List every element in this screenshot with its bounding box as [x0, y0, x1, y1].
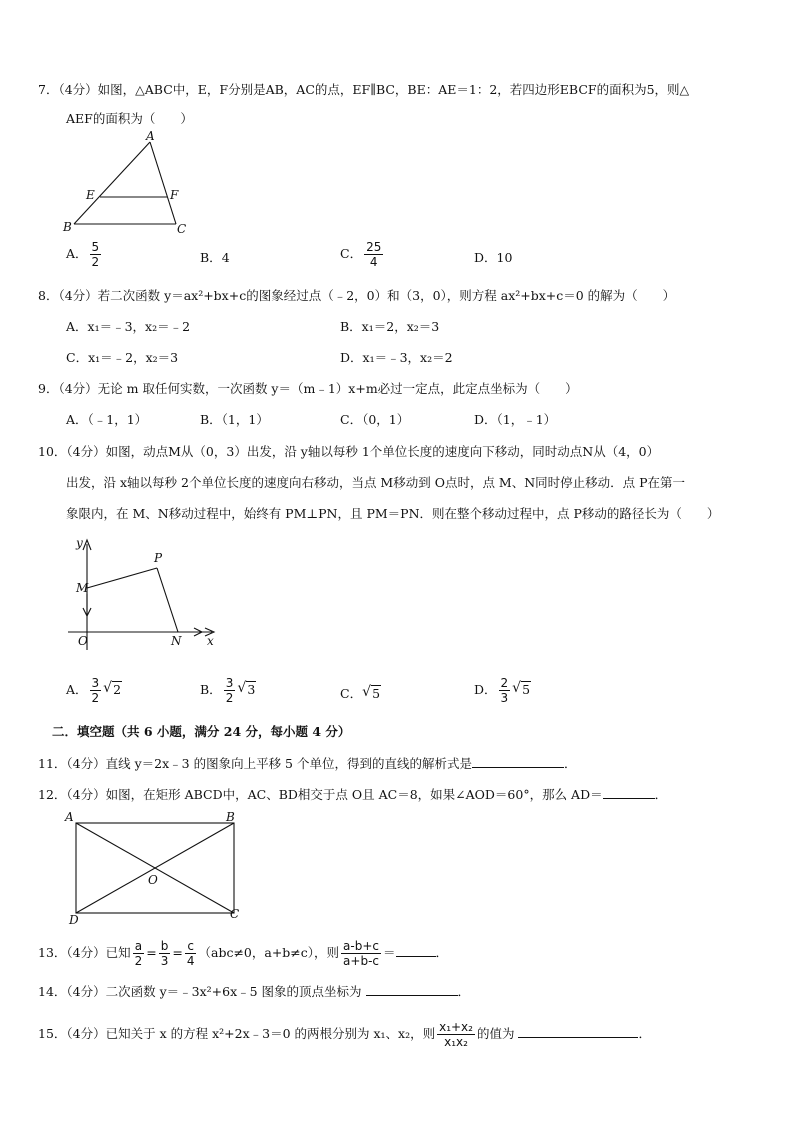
fraction-denominator: 2 [91, 691, 100, 705]
q7-option-b-value: 4 [221, 250, 230, 265]
q15-end: ． [638, 1026, 651, 1041]
q10-option-c[interactable] [340, 684, 381, 702]
q10-stem-line3: 象限内，在 M、N移动过程中，始终有 PM⊥PN，且 PM＝PN．则在整个移动过程中，点 P移动的路径长为（ ） [66, 506, 720, 521]
q10-coordinate-figure [62, 532, 232, 657]
q10-option-a-fraction [90, 676, 102, 705]
q13-end: ． [435, 945, 449, 960]
fraction-numerator: 25 [366, 240, 382, 254]
q10-option-b[interactable] [200, 676, 256, 705]
q9-option-c[interactable]: C．（0，1） [340, 412, 410, 427]
q15-prefix: 15．（4分）已知关于 x 的方程 x²+2x﹣3＝0 的两根分别为 x₁、x₂，则 [38, 1026, 436, 1041]
q10-option-a-label: A． [66, 682, 88, 697]
q7-label-a: A [146, 130, 155, 143]
q15-suffix: 的值为 [476, 1026, 515, 1041]
q7-triangle-figure [58, 130, 198, 240]
q7-option-c-label: C． [340, 246, 363, 261]
q13-target-fraction [341, 939, 381, 968]
q7-stem-line1: 7．（4分）如图，△ABC中，E，F分别是AB，AC的点，EF∥BC，BE：AE＝1：2，若四边形EBCF的面积为5，则△ [38, 82, 690, 97]
q10-label-n: N [171, 634, 182, 648]
q11-stem [38, 754, 577, 772]
section-2-title: 二．填空题（共 6 小题，满分 24 分，每小题 4 分） [52, 724, 351, 739]
q12-label-o: O [148, 873, 158, 887]
q7-label-e: E [86, 188, 95, 202]
q7-option-c-fraction [364, 240, 383, 269]
q11-answer-blank[interactable] [472, 767, 564, 768]
q10-segment-pn [157, 568, 178, 632]
q13-stem [38, 939, 448, 968]
q8-stem: 8．（4分）若二次函数 y＝ax²+bx+c的图象经过点（﹣2，0）和（3，0），则方程 ax²+bx+c＝0 的解为（ ） [38, 288, 676, 303]
q7-side-ac [150, 142, 176, 224]
q10-option-a[interactable] [66, 676, 122, 705]
fraction-denominator: 3 [500, 691, 509, 705]
q12-label-d: D [69, 913, 79, 927]
q13-equals-1: = [146, 945, 157, 960]
q10-option-b-label: B． [200, 682, 222, 697]
q11-end: ． [563, 756, 577, 771]
q10-option-b-radical [238, 682, 256, 697]
q12-rectangle-figure [60, 808, 250, 928]
radicand: 5 [522, 682, 531, 697]
q10-option-d-radical [513, 682, 531, 697]
q14-stem [38, 982, 470, 1000]
fraction-denominator: a+b-c [343, 954, 379, 968]
q7-label-f: F [170, 188, 179, 202]
fraction-numerator: 5 [91, 240, 100, 254]
q13-equals-3: ＝ [383, 945, 396, 960]
q7-option-b-label: B． [200, 250, 222, 265]
q8-option-c[interactable]: C．x₁＝﹣2，x₂＝3 [66, 350, 179, 365]
q12-label-b: B [226, 810, 235, 824]
fraction-numerator: a-b+c [343, 939, 379, 953]
q7-option-d[interactable] [474, 248, 512, 266]
fraction-denominator: 4 [369, 255, 378, 269]
q10-option-d[interactable] [474, 676, 531, 705]
q10-option-c-radical [363, 686, 381, 701]
q8-option-a[interactable]: A．x₁＝﹣3，x₂＝﹣2 [66, 319, 191, 334]
q7-label-c: C [177, 222, 187, 236]
fraction-denominator: 2 [134, 954, 143, 968]
q7-stem-line2: AEF的面积为（ ） [66, 111, 193, 126]
q10-stem-line2: 出发，沿 x轴以每秒 2个单位长度的速度向右移动，当点 M移动到 O点时，点 M、N同时停止移动．点 P在第一 [66, 475, 686, 490]
q7-option-c[interactable] [340, 240, 385, 269]
fraction-denominator: 2 [91, 255, 100, 269]
fraction-denominator: 4 [186, 954, 195, 968]
q13-prefix: 13．（4分）已知 [38, 945, 131, 960]
q8-option-d[interactable]: D．x₁＝﹣3，x₂＝2 [340, 350, 453, 365]
q8-option-b[interactable]: B．x₁＝2，x₂＝3 [340, 319, 440, 334]
q13-fraction-a-over-2 [133, 939, 145, 968]
q12-end: ． [654, 787, 668, 802]
q13-condition: （abc≠0，a+b≠c），则 [198, 945, 340, 960]
q7-option-a-label: A． [66, 246, 88, 261]
q9-option-b[interactable]: B．（1，1） [200, 412, 269, 427]
q10-stem-line1: 10．（4分）如图，动点M从（0，3）出发，沿 y轴以每秒 1个单位长度的速度向下移动，同时动点N从（4，0） [38, 444, 660, 459]
q7-option-a-fraction [90, 240, 102, 269]
fraction-numerator: c [187, 939, 194, 953]
q12-text: 12．（4分）如图，在矩形 ABCD中，AC、BD相交于点 O且 AC＝8，如果∠AOD＝60°，那么 AD＝ [38, 787, 603, 802]
radicand: 5 [372, 686, 381, 701]
q7-option-d-label: D． [474, 250, 497, 265]
q10-label-y: y [76, 536, 83, 550]
q10-option-c-label: C． [340, 686, 363, 701]
q7-side-ab [74, 142, 150, 224]
q10-option-d-label: D． [474, 682, 497, 697]
q9-option-a[interactable]: A．（﹣1，1） [66, 412, 148, 427]
q13-answer-blank[interactable] [396, 956, 436, 957]
q9-option-d[interactable]: D．（1，﹣1） [474, 412, 557, 427]
fraction-numerator: 2 [500, 676, 509, 690]
q13-equals-2: = [172, 945, 183, 960]
fraction-denominator: 2 [225, 691, 234, 705]
radicand: 3 [247, 682, 256, 697]
fraction-numerator: a [134, 939, 143, 953]
fraction-denominator: x₁x₂ [444, 1035, 468, 1049]
q7-option-a[interactable] [66, 240, 103, 269]
q10-segment-mp [87, 568, 157, 588]
q9-stem: 9．（4分）无论 m 取任何实数，一次函数 y＝（m﹣1）x+m必过一定点，此定点坐标为（ ） [38, 381, 578, 396]
q12-stem [38, 785, 667, 803]
q10-option-a-radical [104, 682, 122, 697]
q10-label-m: M [76, 581, 89, 595]
q10-label-o: O [78, 634, 88, 648]
q10-option-d-fraction [499, 676, 511, 705]
fraction-numerator: 3 [91, 676, 100, 690]
q7-option-b[interactable] [200, 248, 230, 266]
q11-text: 11．（4分）直线 y＝2x﹣3 的图象向上平移 5 个单位，得到的直线的解析式是 [38, 756, 472, 771]
q13-fraction-c-over-4 [185, 939, 197, 968]
q12-label-c: C [230, 907, 240, 921]
q12-answer-blank[interactable] [603, 798, 655, 799]
q15-answer-blank[interactable] [518, 1037, 638, 1038]
radicand: 2 [113, 682, 122, 697]
q13-fraction-b-over-3 [159, 939, 171, 968]
fraction-numerator: 3 [225, 676, 234, 690]
fraction-numerator: x₁+x₂ [439, 1020, 473, 1034]
q12-label-a: A [65, 810, 74, 824]
q14-answer-blank[interactable] [366, 995, 458, 996]
q7-option-d-value: 10 [496, 250, 513, 265]
fraction-numerator: b [160, 939, 169, 953]
q14-text: 14．（4分）二次函数 y＝﹣3x²+6x﹣5 图象的顶点坐标为 [38, 984, 362, 999]
q10-option-b-fraction [224, 676, 236, 705]
q14-end: ． [457, 984, 471, 999]
q10-label-x: x [207, 634, 214, 648]
q15-fraction [437, 1020, 475, 1049]
q7-label-b: B [63, 220, 72, 234]
fraction-denominator: 3 [160, 954, 169, 968]
q15-stem [38, 1020, 651, 1049]
q10-label-p: P [154, 551, 163, 565]
